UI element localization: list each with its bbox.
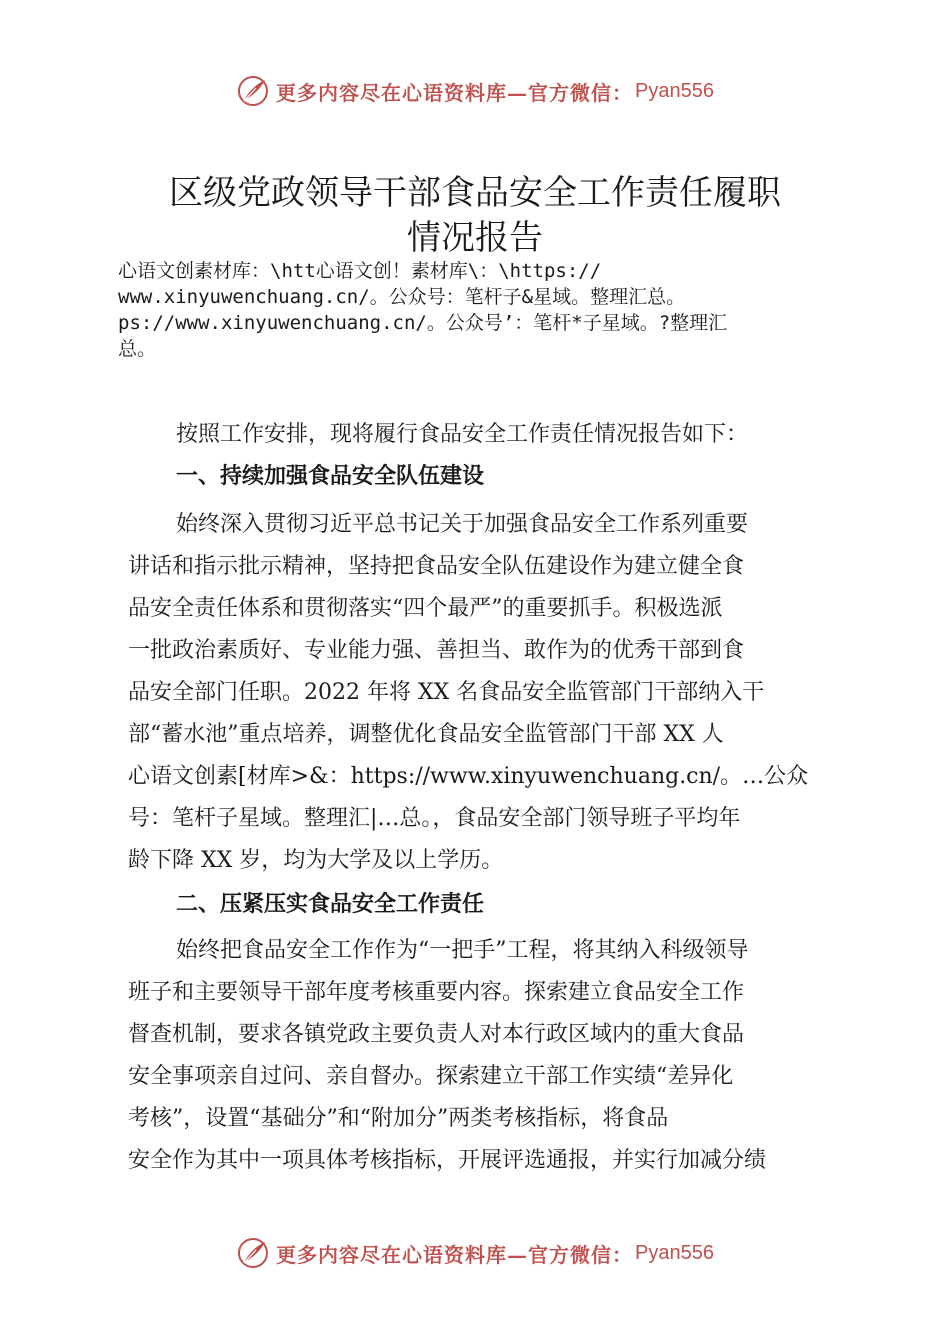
paragraph-line: 部“蓄水池”重点培养，调整优化食品安全监管部门干部 XX 人 bbox=[128, 722, 724, 747]
feather-quill-logo-icon bbox=[236, 1236, 270, 1270]
section-2-heading: 二、压紧压实食品安全工作责任 bbox=[176, 892, 485, 917]
watermark-line: ps://www.xinyuwenchuang.cn/。公众号’：笔杆*子星域。?整理汇 bbox=[118, 312, 728, 334]
header-banner bbox=[0, 66, 950, 116]
paragraph-line: 始终深入贯彻习近平总书记关于加强食品安全工作系列重要 bbox=[176, 512, 749, 537]
paragraph-line: 心语文创素[材库>&：https://www.xinyuwenchuang.cn/。…公众 bbox=[128, 764, 809, 789]
feather-quill-logo-icon bbox=[236, 74, 270, 108]
footer-banner bbox=[0, 1228, 950, 1278]
paragraph-line: 一批政治素质好、专业能力强、善担当、敢作为的优秀干部到食 bbox=[128, 638, 745, 663]
paragraph-line: 督查机制，要求各镇党政主要负责人对本行政区域内的重大食品 bbox=[128, 1022, 745, 1047]
watermark-text-block bbox=[118, 258, 848, 362]
banner-text: 更多内容尽在心语资料库—官方微信： bbox=[276, 1242, 634, 1267]
document-title-line-2: 情况报告 bbox=[407, 218, 543, 258]
paragraph-line: 龄下降 XX 岁，均为大学及以上学历。 bbox=[128, 848, 504, 873]
watermark-line: www.xinyuwenchuang.cn/。公众号：笔杆子&星域。整理汇总。 bbox=[118, 286, 686, 308]
watermark-line: 心语文创素材库：\htt心语文创！素材库\：\https:// bbox=[118, 260, 602, 282]
watermark-line: 总。 bbox=[118, 338, 157, 360]
banner-wechat-id: Pyan556 bbox=[635, 1241, 714, 1264]
paragraph-line: 号：笔杆子星域。整理汇|…总。，食品安全部门领导班子平均年 bbox=[128, 806, 741, 831]
section-1-paragraph bbox=[128, 504, 828, 882]
banner-text: 更多内容尽在心语资料库—官方微信： bbox=[276, 80, 634, 105]
section-1-heading: 一、持续加强食品安全队伍建设 bbox=[176, 464, 485, 489]
intro-paragraph: 按照工作安排，现将履行食品安全工作责任情况报告如下： bbox=[176, 422, 749, 447]
paragraph-line: 讲话和指示批示精神，坚持把食品安全队伍建设作为建立健全食 bbox=[128, 554, 745, 579]
paragraph-line: 班子和主要领导干部年度考核重要内容。探索建立食品安全工作 bbox=[128, 980, 745, 1005]
section-2-paragraph bbox=[128, 930, 828, 1182]
document-title-line-1: 区级党政领导干部食品安全工作责任履职 bbox=[169, 173, 781, 213]
paragraph-line: 品安全责任体系和贯彻落实“四个最严”的重要抓手。积极选派 bbox=[128, 596, 723, 621]
paragraph-line: 始终把食品安全工作作为“一把手”工程，将其纳入科级领导 bbox=[176, 938, 749, 963]
paragraph-line: 品安全部门任职。2022 年将 XX 名食品安全监管部门干部纳入干 bbox=[128, 680, 765, 705]
banner-wechat-id: Pyan556 bbox=[635, 79, 714, 102]
paragraph-line: 安全作为其中一项具体考核指标，开展评选通报，并实行加减分绩 bbox=[128, 1148, 767, 1173]
paragraph-line: 考核”，设置“基础分”和“附加分”两类考核指标，将食品 bbox=[128, 1106, 669, 1131]
paragraph-line: 安全事项亲自过问、亲自督办。探索建立干部工作实绩“差异化 bbox=[128, 1064, 734, 1089]
